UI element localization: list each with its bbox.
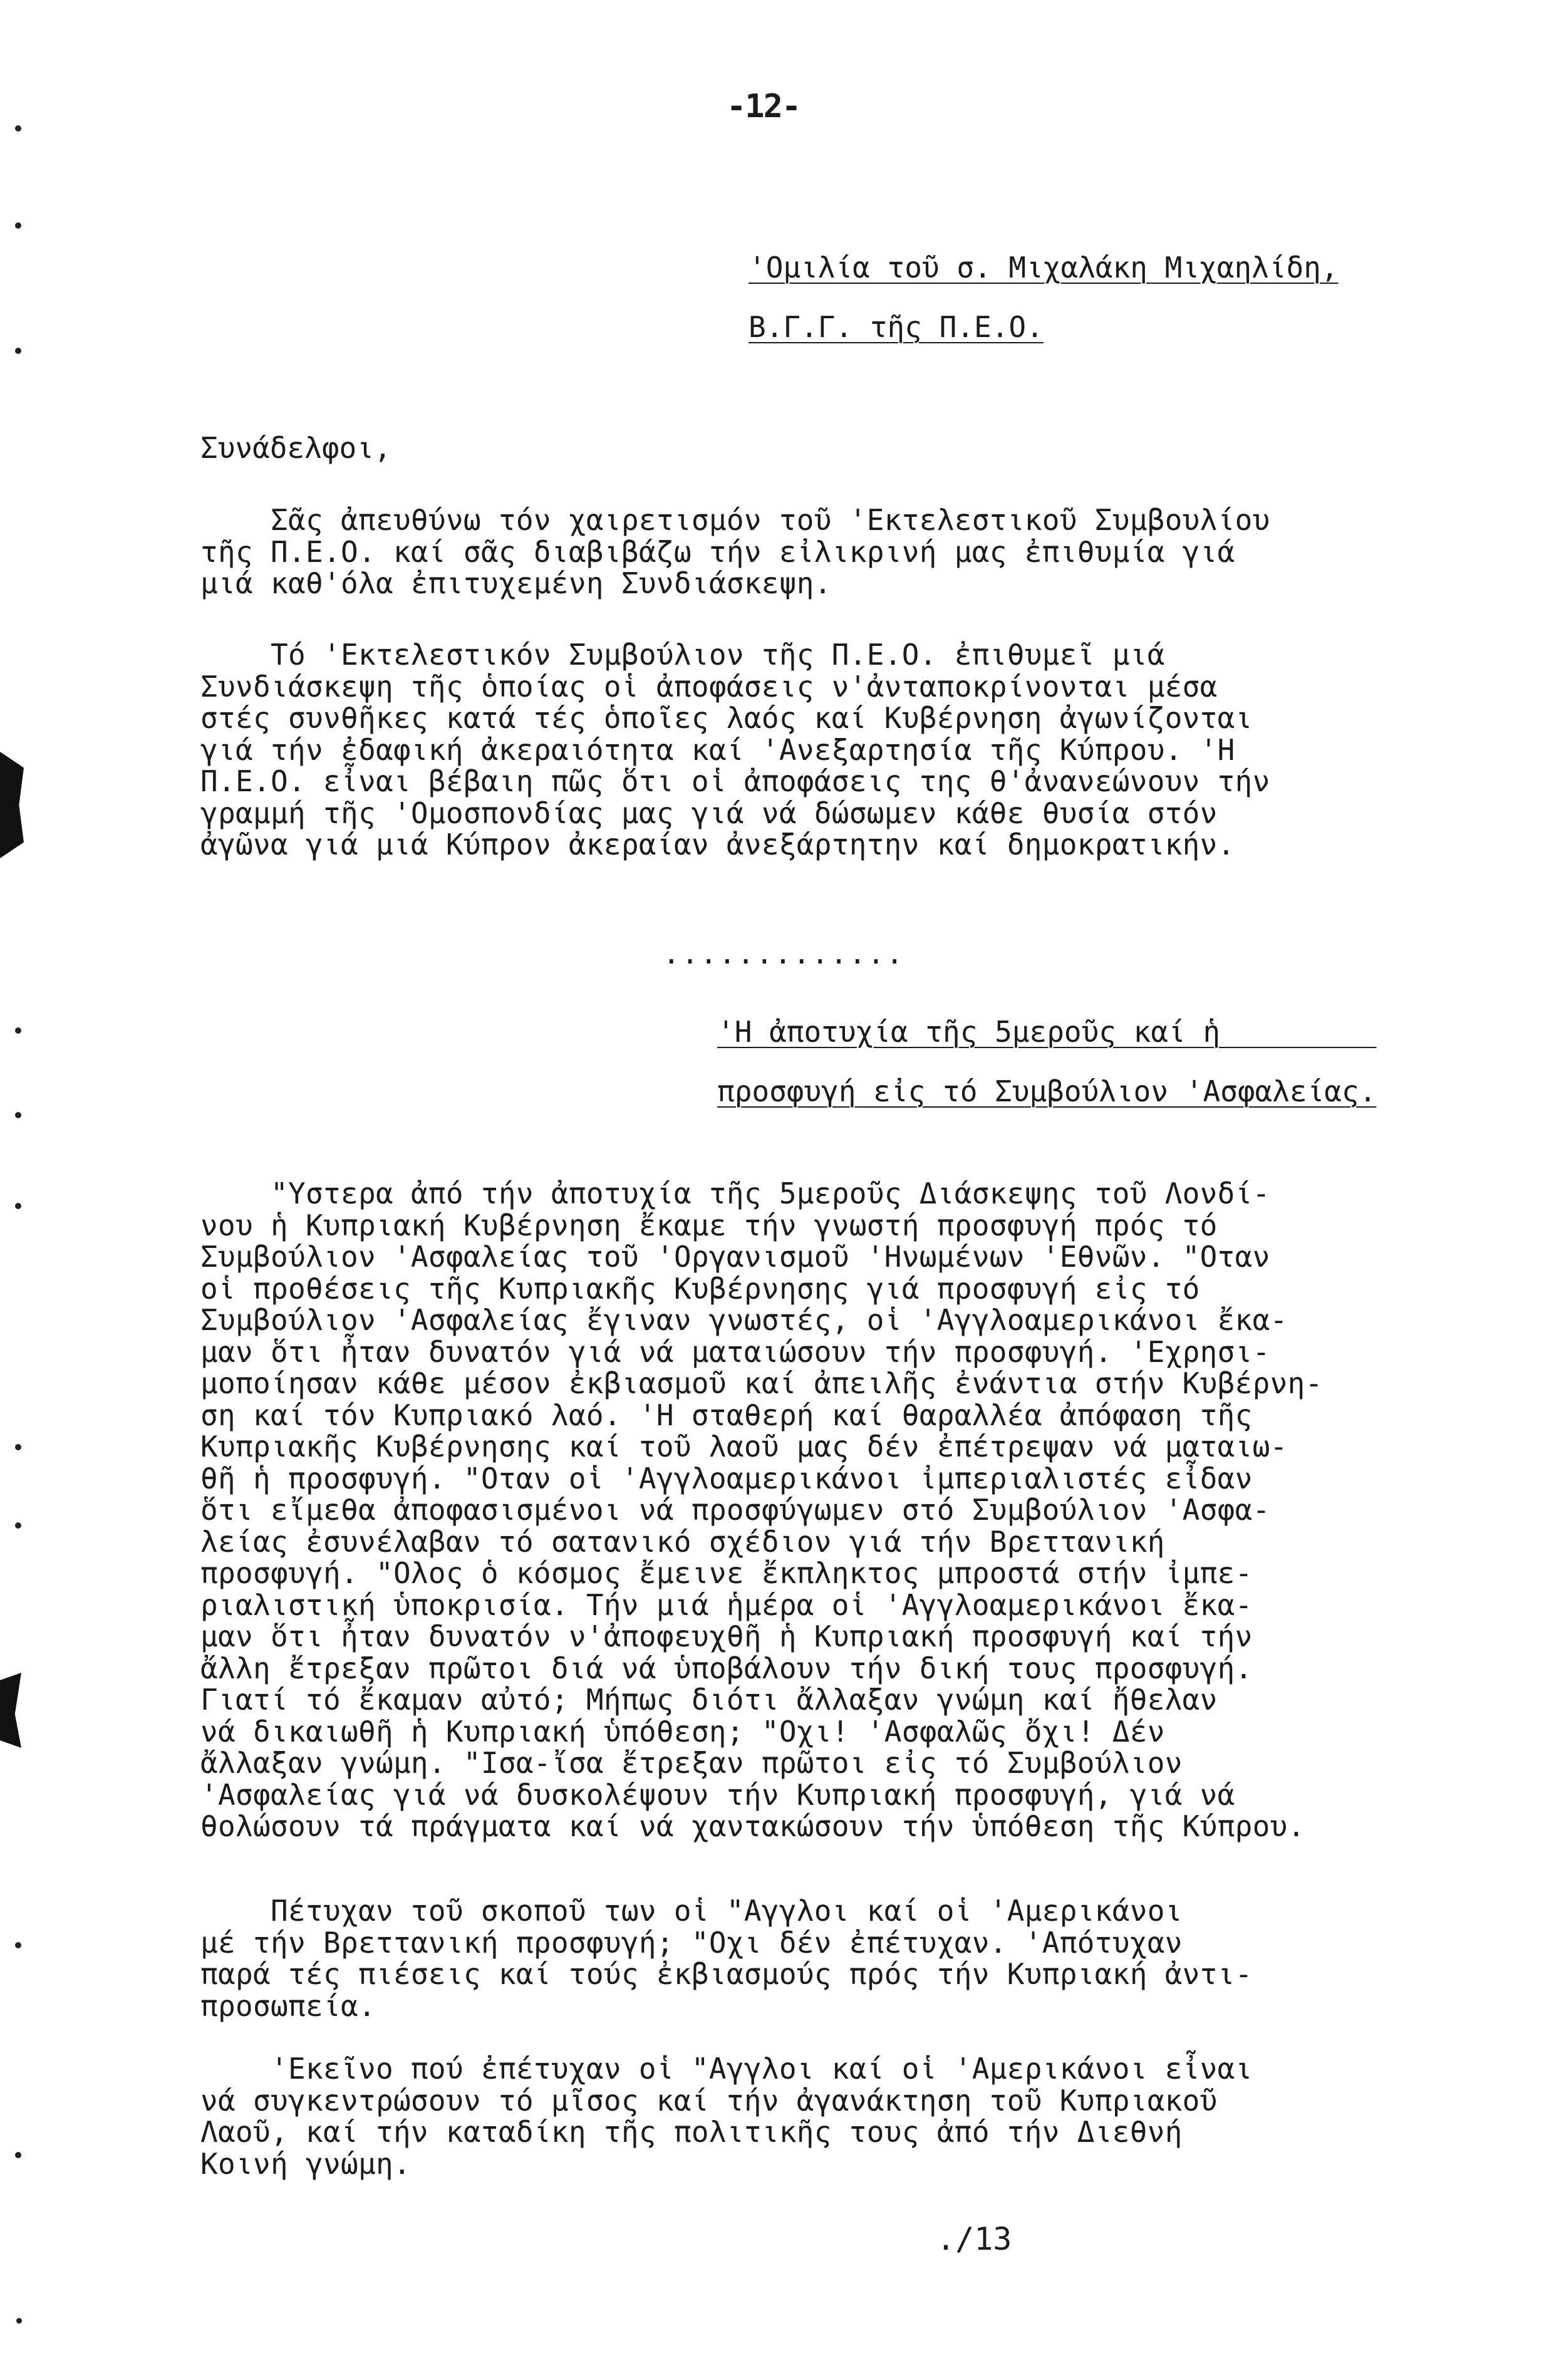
scan-speck	[16, 2318, 22, 2324]
scan-speck	[15, 1942, 21, 1948]
scan-speck	[15, 348, 21, 354]
scan-speck	[15, 1203, 21, 1209]
paragraph-conference: Τό 'Εκτελεστικόν Συμβούλιον τῆς Π.Ε.Ο. ἐπιθυμεῖ μιά Συνδιάσκεψη τῆς ὁποίας οἱ ἀποφάσεις ν'ἀνταποκρίνονται μέσα στές συνθῆκες κατά τές ὁποῖες λαός καί Κυβέρνηση ἀγωνίζονται γιά τήν ἐδαφική ἀκεραιότητα καί 'Ανεξαρτησία τῆς Κύπρου. 'Η Π.Ε.Ο. εἶναι βέβαιη πῶς ὅτι οἱ ἀποφάσεις της θ'ἀνανεώνουν τήν γραμμή τῆς 'Ομοσπονδίας μας γιά νά δώσωμεν κάθε θυσία στόν ἀγῶνα γιά μιά Κύπρον ἀκεραίαν ἀνεξάρτητην καί δημοκρατικήν.	[200, 638, 1270, 861]
binding-punch-mark-upper	[0, 752, 24, 858]
scan-speck	[15, 1112, 21, 1118]
scan-speck	[15, 125, 21, 132]
continuation-marker: ./13	[936, 2221, 1012, 2257]
paragraph-un-appeal: "Υστερα ἀπό τήν ἀποτυχία τῆς 5μεροῦς Διάσκεψης τοῦ Λονδί- νου ἡ Κυπριακή Κυβέρνηση ἔκαμε τήν γνωστή προσφυγή πρός τό Συμβούλιον 'Ασφαλείας τοῦ 'Οργανισμοῦ 'Ηνωμένων 'Εθνῶν. "Οταν οἱ προθέσεις τῆς Κυπριακῆς Κυβέρνησης γιά προσφυγή εἰς τό Συμβούλιον 'Ασφαλείας ἔγιναν γνωστές, οἱ 'Αγγλοαμερικάνοι ἔκα- μαν ὅτι ἦταν δυνατόν γιά νά ματαιώσουν τήν προσφυγή. 'Εχρησι- μοποίησαν κάθε μέσον ἐκβιασμοῦ καί ἀπειλῆς ἐνάντια στήν Κυβέρνη- ση καί τόν Κυπριακό λαό. 'Η σταθερή καί θαραλλέα ἀπόφαση τῆς Κυπριακῆς Κυβέρνησης καί τοῦ λαοῦ μας δέν ἐπέτρεψαν νά ματαιω- θῆ ἡ προσφυγή. "Οταν οἱ 'Αγγλοαμερικάνοι ἰμπεριαλιστές εἶδαν ὅτι εἴμεθα ἀποφασισμένοι νά προσφύγωμεν στό Συμβούλιον 'Ασφα- λείας ἐσυνέλαβαν τό σατανικό σχέδιον γιά τήν Βρεττανική προσφυγή. "Ολος ὁ κόσμος ἔμεινε ἔκπληκτος μπροστά στήν ἰμπε- ριαλιστική ὑποκρισία. Τήν μιά ἡμέρα οἱ 'Αγγλοαμερικάνοι ἔκα- μαν ὅτι ἦταν δυνατόν ν'ἀποφευχθῆ ἡ Κυπριακή προσφυγή καί τήν ἄλλη ἔτρεξαν πρῶτοι διά νά ὑποβάλουν τήν δική τους προσφυγή. Γιατί τό ἔκαμαν αὐτό; Μήπως διότι ἄλλαξαν γνώμη καί ἤθελαν νά δικαιωθῆ ἡ Κυπριακή ὑπόθεση; "Οχι! 'Ασφαλῶς ὄχι! Δέν ἄλλαξαν γνώμη. "Ισα-ἴσα ἔτρεξαν πρῶτοι εἰς τό Συμβούλιον 'Ασφαλείας γιά νά δυσκολέψουν τήν Κυπριακή προσφυγή, γιά νά θολώσουν τά πράγματα καί νά χαντακώσουν τήν ὑπόθεση τῆς Κύπρου.	[200, 1177, 1323, 1843]
scan-speck	[15, 222, 21, 229]
paragraph-greeting: Σᾶς ἀπευθύνω τόν χαιρετισμόν τοῦ 'Εκτελεστικοῦ Συμβουλίου τῆς Π.Ε.Ο. καί σᾶς διαβιβάζω τήν εἰλικρινή μας ἐπιθυμία γιά μιά καθ'όλα ἐπιτυχεμένη Συνδιάσκεψη.	[200, 503, 1270, 600]
section-separator: .............	[663, 937, 905, 970]
binding-punch-mark-lower	[0, 1673, 21, 1748]
scan-speck	[15, 2152, 21, 2158]
salutation: Συνάδελφοι,	[200, 431, 391, 465]
speech-heading	[749, 238, 1339, 357]
paragraph-public-opinion: 'Εκεῖνο πού ἐπέτυχαν οἱ "Αγγλοι καί οἱ 'Αμερικάνοι εἶναι νά συγκεντρώσουν τό μῖσος καί τήν ἀγανάκτηση τοῦ Κυπριακοῦ Λαοῦ, καί τήν καταδίκη τῆς πολιτικῆς τους ἀπό τήν Διεθνή Κοινή γνώμη.	[200, 2052, 1253, 2181]
scan-speck	[15, 1027, 21, 1034]
scan-speck	[15, 1444, 21, 1450]
section-heading-line1: 'Η ἀποτυχία τῆς 5μεροῦς καί ἡ	[717, 1015, 1377, 1049]
scan-speck	[15, 1522, 21, 1529]
section-heading-line2: προσφυγή εἰς τό Συμβούλιον 'Ασφαλείας.	[717, 1074, 1377, 1108]
section-heading	[717, 1002, 1376, 1121]
speech-heading-line1: 'Ομιλία τοῦ σ. Μιχαλάκη Μιχαηλίδη,	[749, 251, 1339, 284]
paragraph-outcome: Πέτυχαν τοῦ σκοποῦ των οἱ "Αγγλοι καί οἱ 'Αμερικάνοι μέ τήν Βρεττανική προσφυγή; "Οχι δέν ἐπέτυχαν. 'Απότυχαν παρά τές πιέσεις καί τούς ἐκβιασμούς πρός τήν Κυπριακή ἀντι- προσωπεία.	[200, 1894, 1253, 2023]
page-number: -12-	[727, 88, 800, 125]
speech-heading-line2: Β.Γ.Γ. τῆς Π.Ε.Ο.	[749, 310, 1044, 344]
